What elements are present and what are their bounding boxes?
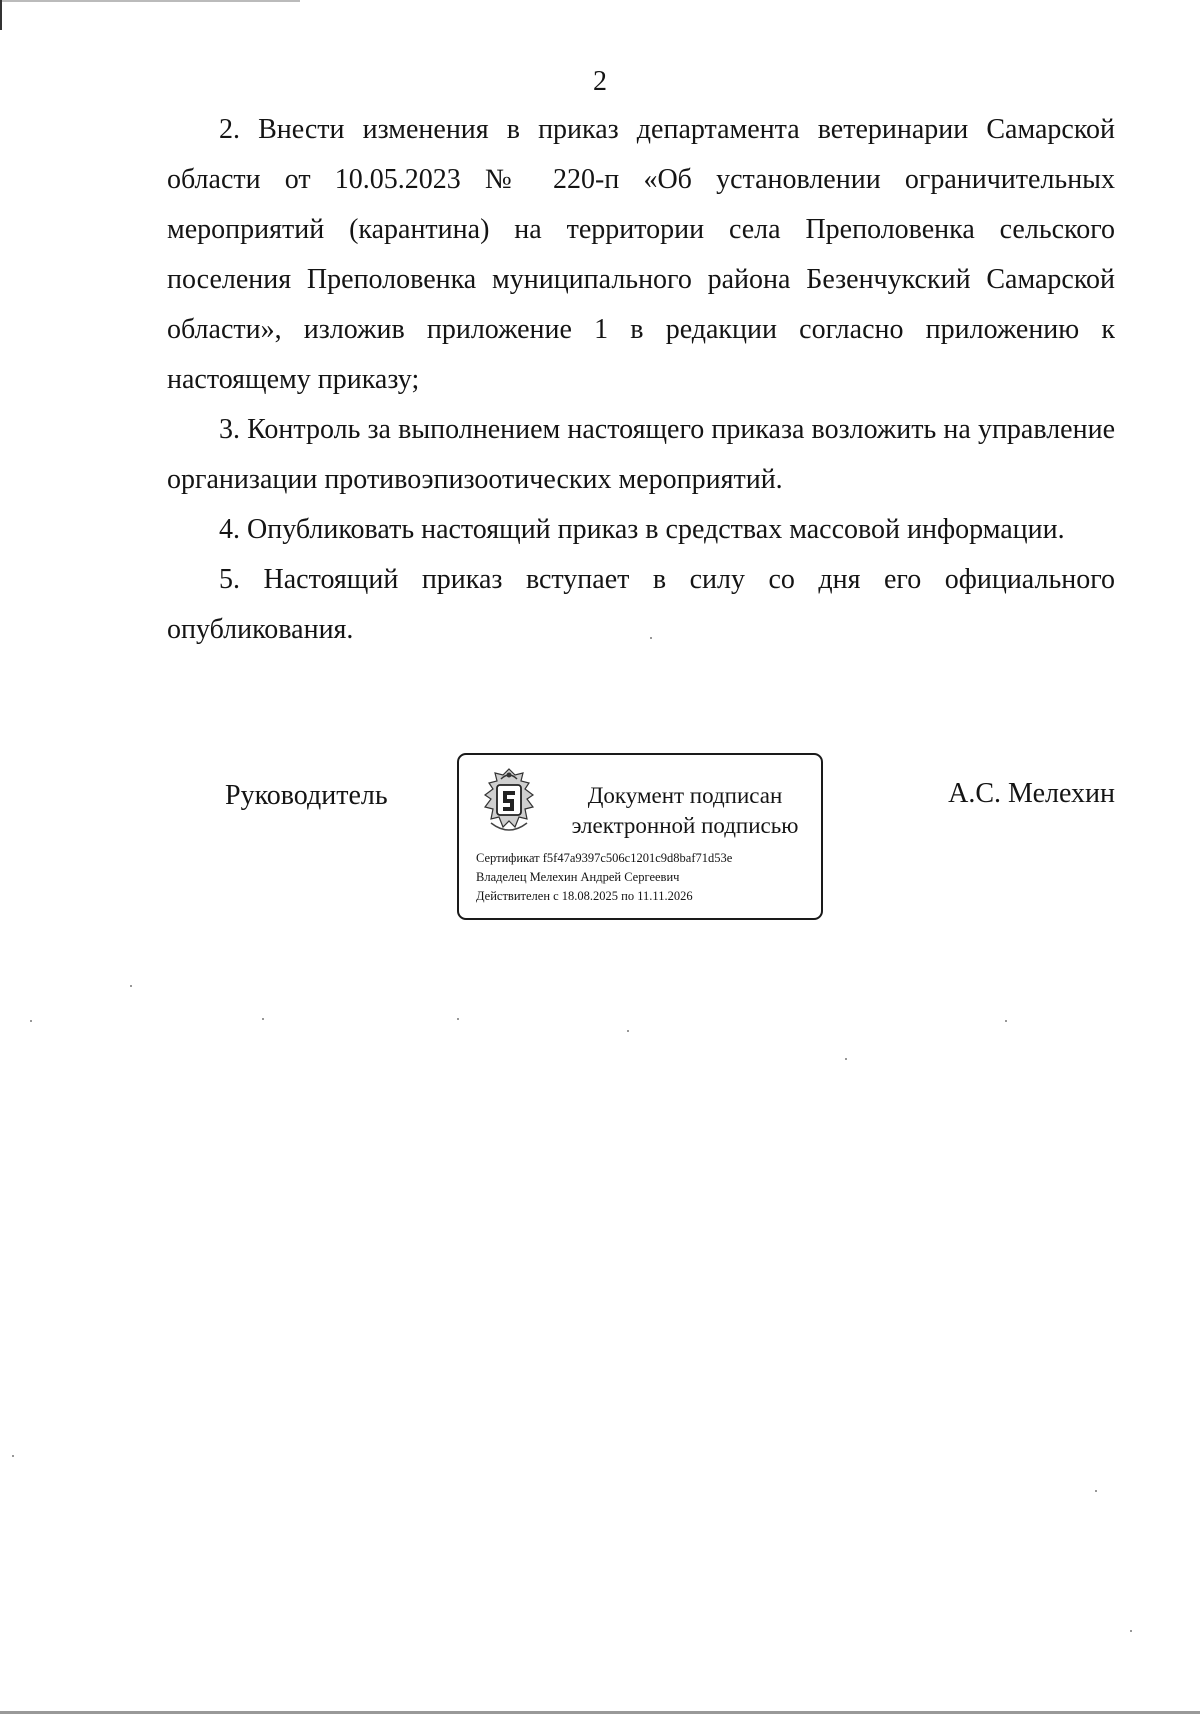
stamp-title bbox=[559, 781, 811, 841]
paragraph-text: Внести изменения в приказ департамента ветеринарии Самарской области от 10.05.2023 № 220-п «Об установлении ограничительных мероприятий (карантина) на территории села Преполовенка сельского поселения Преполовенка муниципального района Безенчукский Самарской области», изложив приложение 1 в редакции согласно приложению к настоящему приказу; bbox=[167, 114, 1116, 395]
paragraph-text: Контроль за выполнением настоящего приказа возложить на управление организации противоэпизоотических мероприятий. bbox=[167, 414, 1116, 495]
paragraph-3 bbox=[167, 405, 1115, 505]
stamp-details bbox=[476, 849, 732, 906]
coat-of-arms-icon bbox=[477, 767, 541, 837]
document-body bbox=[167, 105, 1115, 655]
paragraph-number: 3. bbox=[219, 414, 240, 445]
stamp-title-line-1: Документ подписан bbox=[587, 783, 783, 808]
paragraph-text: Опубликовать настоящий приказ в средствах массовой информации. bbox=[247, 514, 1065, 545]
validity-line: Действителен с 18.08.2025 по 11.11.2026 bbox=[476, 889, 693, 903]
paragraph-5 bbox=[167, 555, 1115, 655]
paragraph-text: Настоящий приказ вступает в силу со дня его официального опубликования. bbox=[167, 564, 1115, 645]
paragraph-2 bbox=[167, 105, 1115, 405]
paragraph-number: 2. bbox=[219, 114, 240, 145]
stamp-title-line-2: электронной подписью bbox=[571, 813, 799, 838]
electronic-signature-stamp bbox=[457, 753, 823, 920]
scan-artifact-left bbox=[0, 0, 2, 30]
page-number: 2 bbox=[593, 66, 607, 97]
paragraph-number: 5. bbox=[219, 564, 240, 595]
signatory-title: Руководитель bbox=[225, 780, 388, 811]
paragraph-number: 4. bbox=[219, 514, 240, 545]
scan-artifact-top bbox=[0, 0, 300, 2]
signatory-name: А.С. Мелехин bbox=[948, 778, 1115, 809]
paragraph-4 bbox=[167, 505, 1115, 555]
certificate-line: Сертификат f5f47a9397c506c1201c9d8baf71d53e bbox=[476, 851, 733, 865]
owner-line: Владелец Мелехин Андрей Сергеевич bbox=[476, 870, 680, 884]
